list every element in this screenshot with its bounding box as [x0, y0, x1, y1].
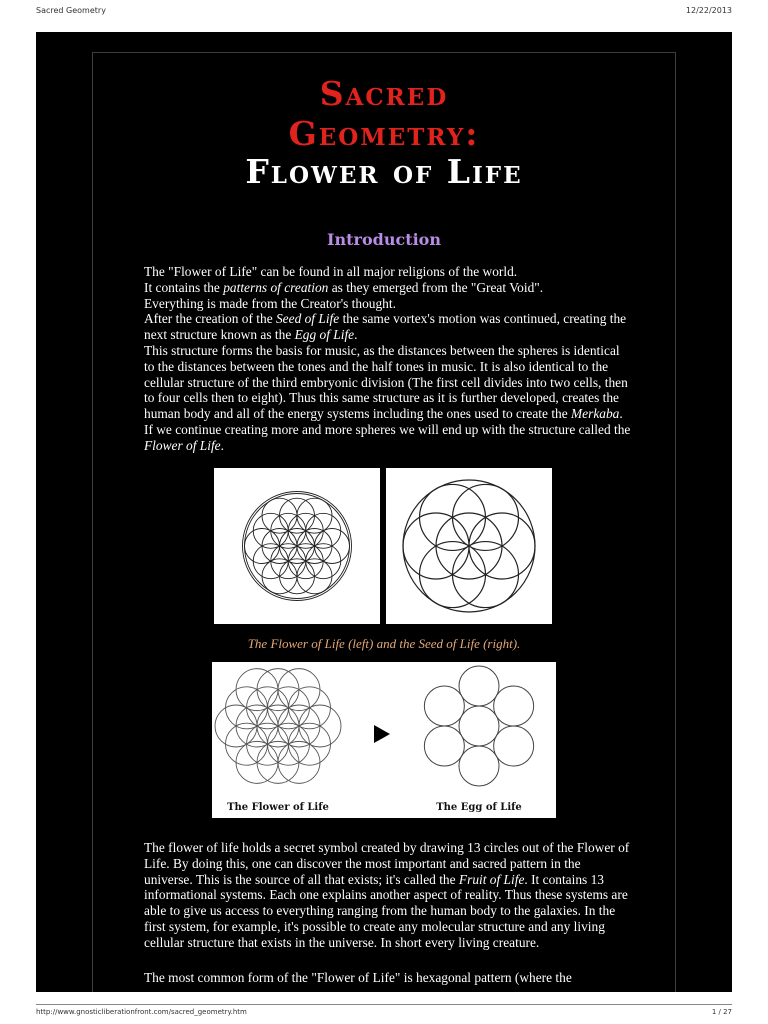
- article-page: [36, 32, 732, 992]
- intro-sentence-1: The "Flower of Life" can be found in all major religions of the world.: [144, 264, 518, 279]
- title-line-3: Flower of Life: [245, 152, 523, 191]
- intro-emphasis: Flower of Life: [144, 437, 221, 453]
- title-line-1: Sacred: [319, 74, 449, 113]
- header-title: Sacred Geometry: [36, 6, 106, 15]
- intro-text: the same vortex's motion was continued, creating the next structure known as the: [144, 311, 627, 343]
- intro-text: It contains the: [144, 279, 224, 295]
- intro-text: This structure forms the basis for music, as the distances between the spheres is identical to the distances between the tones and the half tones in music. It is also identical to the cellular structure of the third embryonic division (The first cell divides into two cells, then to four cells then to eight). Thus this same structure as it is further developed, creates the human body and all of the energy systems including the ones used to create the: [144, 342, 628, 422]
- print-header: [36, 4, 732, 18]
- intro-sentence-3: Everything is made from the Creator's thought.: [144, 295, 396, 311]
- header-date: 12/22/2013: [685, 6, 732, 15]
- seed-of-life-image: [386, 468, 552, 624]
- footer-url: http://www.gnosticliberationfront.com/sacred_geometry.htm: [36, 1008, 247, 1016]
- intro-paragraph: [144, 264, 632, 454]
- hexagonal-paragraph: [144, 970, 632, 986]
- flower-to-egg-image: [212, 662, 556, 818]
- egg-circle: [424, 686, 464, 726]
- egg-circle: [494, 726, 534, 766]
- intro-text: .: [220, 437, 224, 453]
- intro-text: After the creation of the: [144, 311, 276, 327]
- egg-circle: [459, 706, 499, 746]
- flower-of-life-label: The Flower of Life: [227, 802, 329, 813]
- flower-to-egg-drawing: [212, 662, 556, 818]
- intro-emphasis: Merkaba: [571, 406, 620, 422]
- egg-of-life-label: The Egg of Life: [436, 802, 522, 813]
- flower-of-life-image: [214, 468, 380, 624]
- title-line-2: Geometry:: [288, 114, 480, 153]
- introduction-heading: Introduction: [327, 230, 441, 249]
- intro-text: as they emerged from the "Great Void".: [328, 279, 544, 295]
- paragraph-text: . It contains 13 informational systems. Each one explains another aspect of reality. Thus these systems are able to give us access to everything ranging from the human body to the galaxies. In the first system, for example, it's possible to create any molecular structure and any living cellular structure that exists in the universe. In short every living creature.: [144, 871, 628, 950]
- intro-emphasis: patterns of creation: [223, 279, 329, 295]
- figure-1-caption: The Flower of Life (left) and the Seed of Life (right).: [247, 636, 521, 651]
- egg-circle: [459, 746, 499, 786]
- seed-of-life-drawing: [386, 468, 552, 624]
- footer-page-number: 1 / 27: [711, 1008, 732, 1016]
- egg-circle: [494, 686, 534, 726]
- paragraph-text: The flower of life holds a secret symbol created by drawing 13 circles out of the Flower of Life. By doing this, one can discover the most important and sacred pattern in the universe. This is the source of all that exists; it's called the: [144, 840, 630, 887]
- intro-emphasis: Egg of Life: [294, 327, 355, 343]
- egg-circle: [424, 726, 464, 766]
- play-arrow-icon: [374, 725, 390, 743]
- print-footer: [36, 1004, 732, 1019]
- fruit-of-life-paragraph: [144, 840, 632, 951]
- paragraph-text: The most common form of the "Flower of Life" is hexagonal pattern (where the: [144, 970, 572, 985]
- paragraph-emphasis: Fruit of Life: [458, 871, 525, 887]
- flower-of-life-drawing: [214, 468, 380, 624]
- intro-emphasis: Seed of Life: [275, 311, 340, 327]
- intro-text: .: [354, 327, 358, 343]
- egg-circle: [459, 666, 499, 706]
- intro-text: . If we continue creating more and more spheres we will end up with the structure called the: [144, 406, 631, 437]
